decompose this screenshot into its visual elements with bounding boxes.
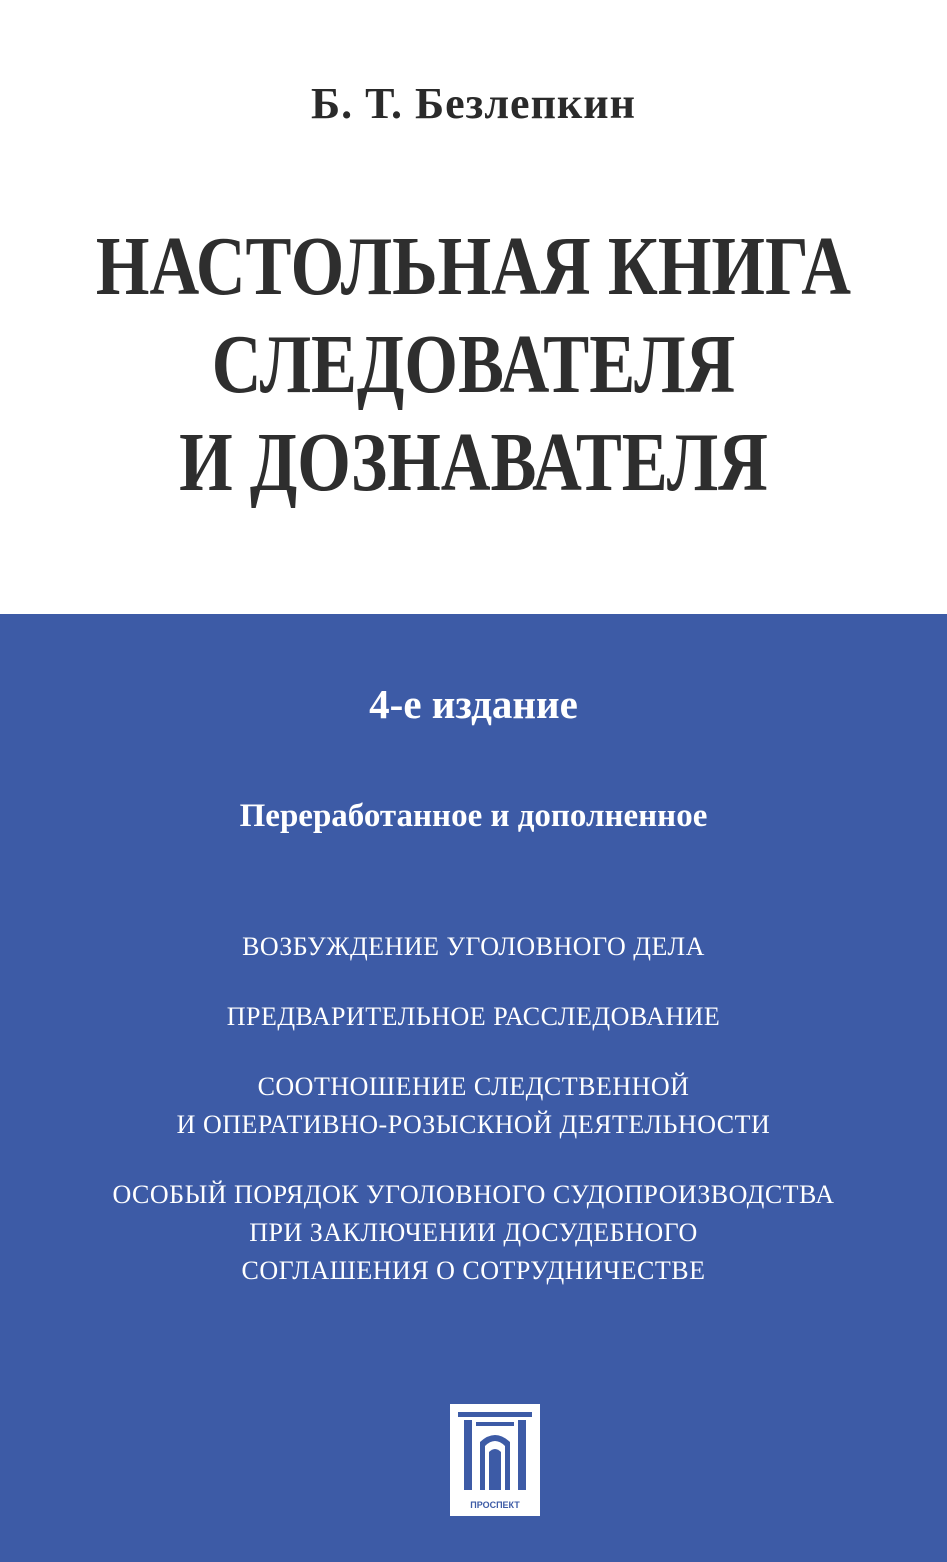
topic-line: ПРИ ЗАКЛЮЧЕНИИ ДОСУДЕБНОГО (249, 1218, 698, 1247)
title-line: СЛЕДОВАТЕЛЯ (211, 318, 736, 411)
building-arch-icon (450, 1408, 540, 1498)
topic-line: ПРЕДВАРИТЕЛЬНОЕ РАССЛЕДОВАНИЕ (226, 1002, 721, 1031)
topic-line: ВОЗБУЖДЕНИЕ УГОЛОВНОГО ДЕЛА (242, 932, 705, 961)
topic-item (0, 1068, 947, 1144)
topic-line: СОГЛАШЕНИЯ О СОТРУДНИЧЕСТВЕ (241, 1256, 706, 1285)
topic-item (0, 928, 947, 966)
topic-item (0, 1176, 947, 1290)
topic-line: И ОПЕРАТИВНО-РОЗЫСКНОЙ ДЕЯТЕЛЬНОСТИ (176, 1110, 771, 1139)
author-name: Б. Т. Безлепкин (311, 79, 636, 128)
topic-line: СООТНОШЕНИЕ СЛЕДСТВЕННОЙ (257, 1072, 690, 1101)
publisher-name: ПРОСПЕКТ (470, 1500, 520, 1510)
topics-list (0, 928, 947, 1322)
book-title (85, 218, 862, 512)
title-line: И ДОЗНАВАТЕЛЯ (179, 416, 768, 509)
edition-label: 4-е издание (369, 681, 578, 727)
publisher-logo (450, 1404, 540, 1516)
topic-item (0, 998, 947, 1036)
revision-note: Переработанное и дополненное (239, 798, 708, 834)
topic-line: ОСОБЫЙ ПОРЯДОК УГОЛОВНОГО СУДОПРОИЗВОДСТВА (112, 1180, 835, 1209)
title-line: НАСТОЛЬНАЯ КНИГА (95, 220, 852, 313)
cover-top-section (0, 0, 947, 614)
